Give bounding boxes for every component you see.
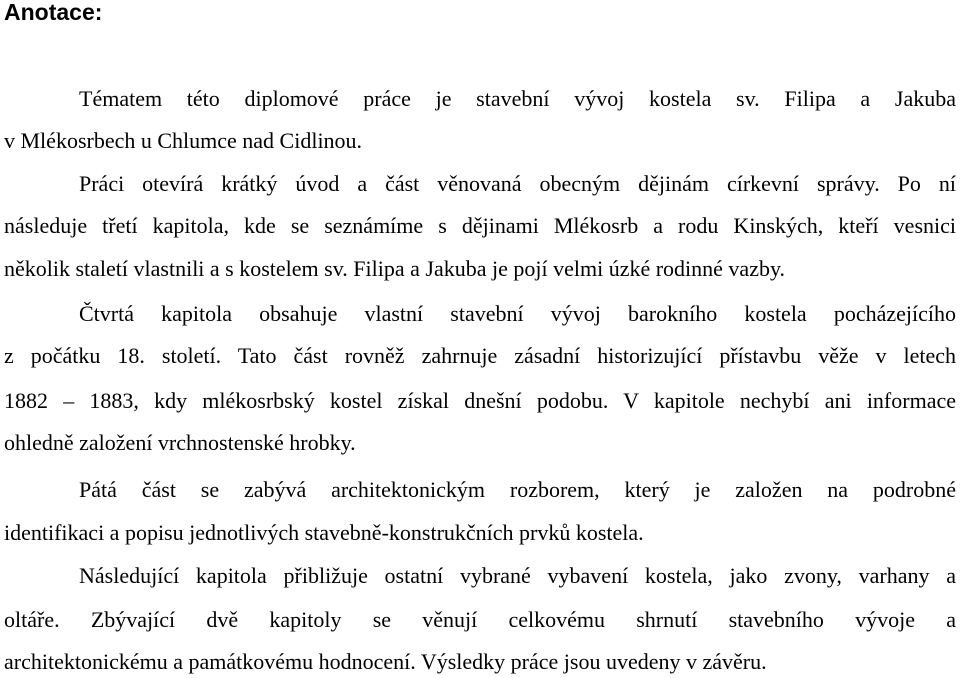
text-line-6: Čtvrtá kapitola obsahuje vlastní stavební vývoj barokního kostela pocházejícího xyxy=(79,301,956,326)
text-line-4: následuje třetí kapitola, kde se seznámíme s dějinami Mlékosrb a rodu Kinských, kteří vesnici xyxy=(4,213,956,238)
text-line-12: Následující kapitola přibližuje ostatní vybrané vybavení kostela, jako zvony, varhany a xyxy=(79,563,956,588)
text-line-7: z počátku 18. století. Tato část rovněž zahrnuje zásadní historizující přístavbu věže v letech xyxy=(4,343,956,368)
text-line-13: oltáře. Zbývající dvě kapitoly se věnují celkovému shrnutí stavebního vývoje a xyxy=(4,607,956,632)
page-title: Anotace: xyxy=(4,0,103,25)
text-line-11: identifikaci a popisu jednotlivých stavebně-konstrukčních prvků kostela. xyxy=(4,520,644,545)
text-line-9: ohledně založení vrchnostenské hrobky. xyxy=(4,430,356,455)
text-line-3: Práci otevírá krátký úvod a část věnovaná obecným dějinám církevní správy. Po ní xyxy=(79,171,956,196)
text-line-1: Tématem této diplomové práce je stavební vývoj kostela sv. Filipa a Jakuba xyxy=(79,86,956,111)
text-line-14: architektonickému a památkovému hodnocení. Výsledky práce jsou uvedeny v závěru. xyxy=(4,649,767,674)
text-line-8: 1882 – 1883, kdy mlékosrbský kostel získal dnešní podobu. V kapitole nechybí ani informace xyxy=(4,388,956,413)
text-line-5: několik staletí vlastnili a s kostelem sv. Filipa a Jakuba je pojí velmi úzké rodinné vazby. xyxy=(4,256,786,281)
text-line-2: v Mlékosrbech u Chlumce nad Cidlinou. xyxy=(4,128,363,153)
text-line-10: Pátá část se zabývá architektonickým rozborem, který je založen na podrobné xyxy=(79,477,956,502)
